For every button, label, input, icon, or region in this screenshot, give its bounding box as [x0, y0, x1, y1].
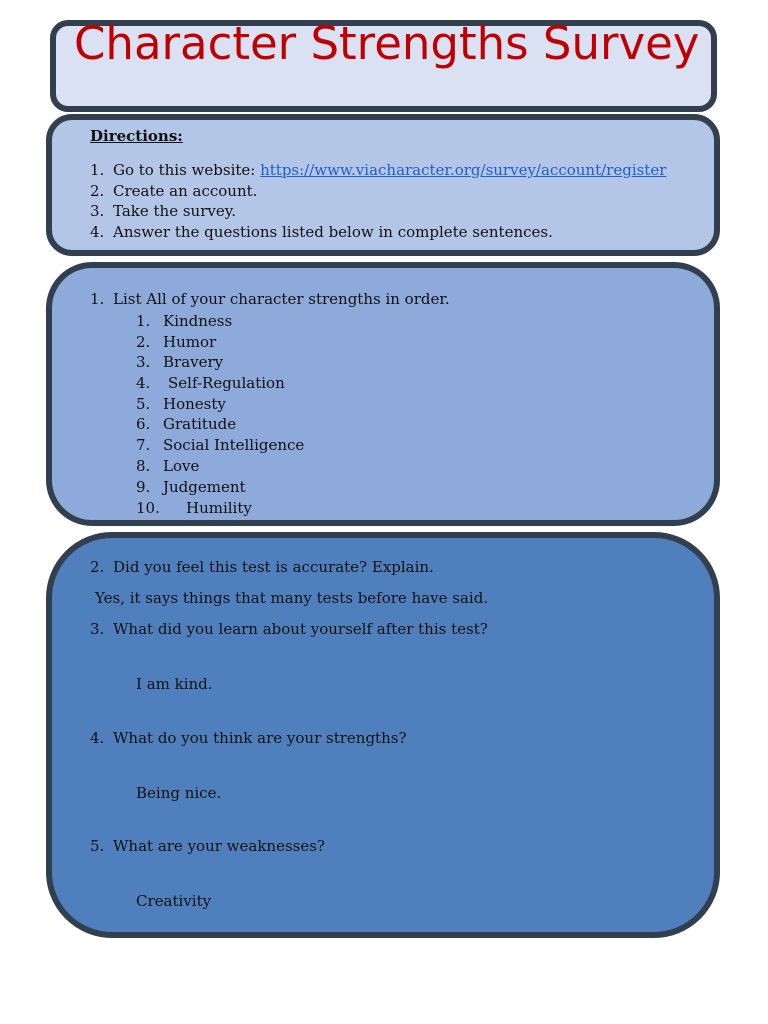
strength-item: Bravery — [163, 353, 224, 371]
direction-step-number: 3. — [90, 202, 105, 220]
page-title: Character Strengths Survey — [74, 17, 700, 70]
strength-number: 2. — [136, 333, 151, 351]
question-text: Did you feel this test is accurate? Explain. — [113, 558, 434, 576]
question-text: What do you think are your strengths? — [113, 729, 407, 747]
strength-item: Judgement — [163, 478, 246, 496]
direction-step-3: Take the survey. — [113, 202, 236, 220]
answer-text: Yes, it says things that many tests before have said. — [95, 589, 489, 607]
survey-link[interactable]: https://www.viacharacter.org/survey/account/register — [260, 161, 667, 179]
strength-item: Honesty — [163, 395, 226, 413]
strength-item: Kindness — [163, 312, 233, 330]
strength-item: Love — [163, 457, 200, 475]
answer-text: I am kind. — [136, 675, 213, 693]
answer-text: Creativity — [136, 892, 212, 910]
question-number: 3. — [90, 620, 105, 638]
strength-number: 5. — [136, 395, 151, 413]
direction-step-text: Go to this website: — [113, 161, 261, 179]
direction-step-2: Create an account. — [113, 182, 258, 200]
strength-item: Self-Regulation — [168, 374, 285, 392]
strength-item: Social Intelligence — [163, 436, 305, 454]
strength-number: 8. — [136, 457, 151, 475]
strength-number: 10. — [136, 499, 160, 517]
direction-step-number: 4. — [90, 223, 105, 241]
question-number: 5. — [90, 837, 105, 855]
strength-number: 4. — [136, 374, 151, 392]
strength-item: Humility — [186, 499, 252, 517]
title-box — [50, 17, 717, 112]
directions-heading: Directions: — [90, 127, 183, 145]
strength-item: Humor — [163, 333, 217, 351]
question-text: What did you learn about yourself after this test? — [113, 620, 488, 638]
question-text: What are your weaknesses? — [113, 837, 325, 855]
strength-number: 7. — [136, 436, 151, 454]
question-number: 4. — [90, 729, 105, 747]
question-number: 1. — [90, 290, 105, 308]
strength-number: 6. — [136, 415, 151, 433]
direction-step-number: 1. — [90, 161, 105, 179]
question-number: 2. — [90, 558, 105, 576]
direction-step-1 — [113, 160, 666, 180]
strength-number: 3. — [136, 353, 151, 371]
answer-text: Being nice. — [136, 784, 222, 802]
direction-step-number: 2. — [90, 182, 105, 200]
strength-item: Gratitude — [163, 415, 237, 433]
direction-step-4: Answer the questions listed below in complete sentences. — [113, 223, 553, 241]
strength-number: 1. — [136, 312, 151, 330]
strengths-question: List All of your character strengths in order. — [113, 290, 450, 308]
strength-number: 9. — [136, 478, 151, 496]
